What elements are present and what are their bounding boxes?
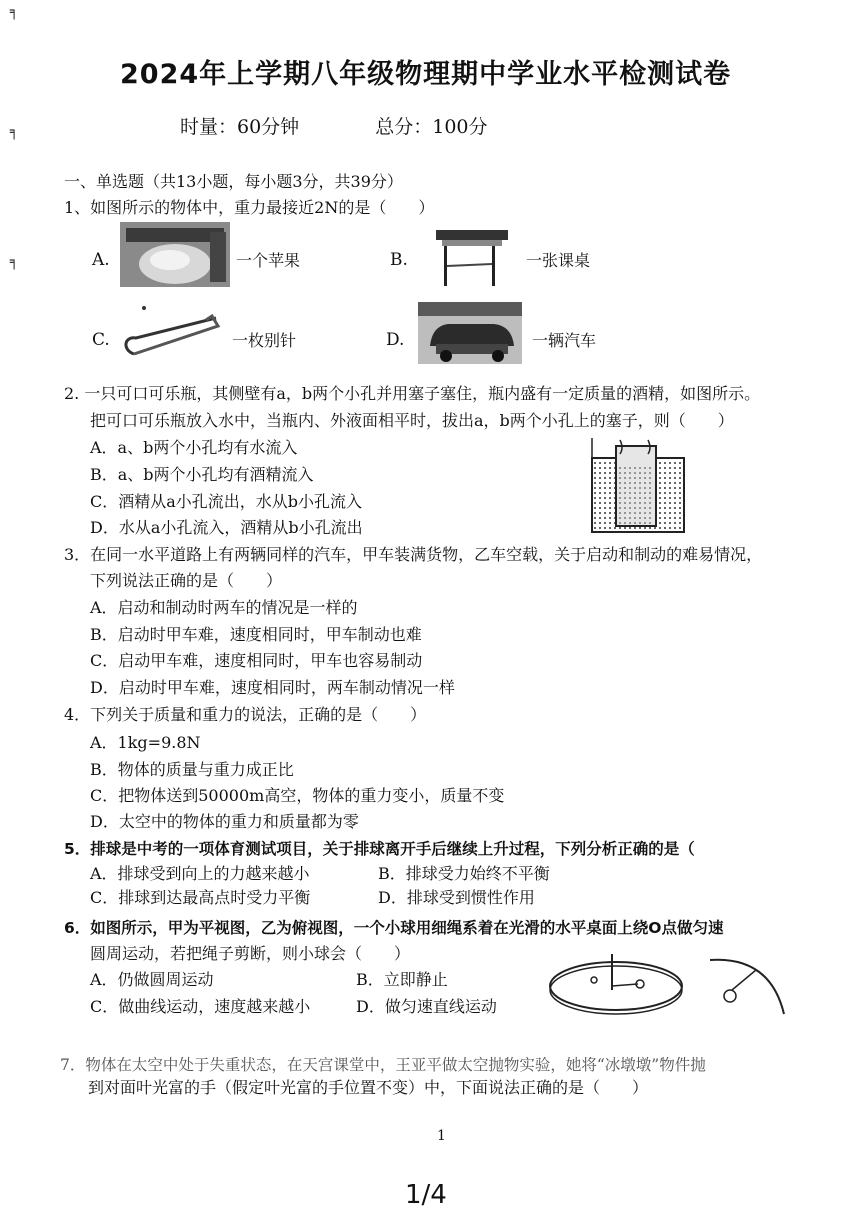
page-number: 1/4 — [405, 1180, 447, 1210]
question-4-stem: 4．下列关于质量和重力的说法，正确的是（ ） — [64, 705, 427, 724]
bottle-in-water-diagram — [588, 436, 688, 536]
question-2-option-c: C．酒精从a小孔流出，水从b小孔流入 — [90, 492, 363, 511]
q1-option-b-label: 一张课桌 — [526, 251, 591, 270]
question-2-option-a: A．a、b两个小孔均有水流入 — [90, 438, 298, 457]
question-2-stem-line-1: 2. 一只可口可乐瓶，其侧壁有a，b两个小孔并用塞子塞住，瓶内盛有一定质量的酒精，如图所示。 — [64, 384, 761, 403]
question-2-stem-line-2: 把可口可乐瓶放入水中，当瓶内、外液面相平时，拔出a，b两个小孔上的塞子，则（ ） — [90, 411, 734, 430]
question-5-option-a: A．排球受到向上的力越来越小 — [90, 864, 310, 883]
exam-time: 时量：60分钟 — [180, 116, 300, 138]
edge-mark: ╕ — [10, 4, 19, 20]
q1-option-a-letter: A. — [92, 250, 110, 270]
table-side-view-diagram — [548, 946, 688, 1018]
apple-picture — [120, 222, 230, 287]
question-3-option-c: C．启动甲车难，速度相同时，甲车也容易制动 — [90, 651, 423, 670]
question-3-stem-line-2: 下列说法正确的是（ ） — [90, 571, 283, 590]
question-6-option-b: B．立即静止 — [356, 970, 448, 989]
question-5-option-b: B．排球受力始终不平衡 — [378, 864, 550, 883]
desk-picture — [432, 226, 512, 290]
q1-option-d-label: 一辆汽车 — [532, 331, 597, 350]
question-2-option-b: B．a、b两个小孔均有酒精流入 — [90, 465, 314, 484]
question-5-stem: 5．排球是中考的一项体育测试项目，关于排球离开手后继续上升过程，下列分析正确的是（ — [64, 840, 695, 858]
question-5-option-d: D．排球受到惯性作用 — [378, 888, 535, 907]
question-3-stem-line-1: 3．在同一水平道路上有两辆同样的汽车，甲车装满货物，乙车空载，关于启动和制动的难易情况， — [64, 545, 763, 564]
q1-option-b-letter: B. — [390, 250, 408, 270]
edge-mark: ╕ — [10, 254, 19, 270]
question-6-option-d: D．做匀速直线运动 — [356, 997, 497, 1016]
question-1-stem: 1、如图所示的物体中，重力最接近2N的是（ ） — [64, 198, 435, 217]
question-3-option-a: A．启动和制动时两车的情况是一样的 — [90, 598, 358, 617]
q1-option-c-label: 一枚别针 — [232, 331, 297, 350]
exam-score: 总分：100分 — [375, 116, 488, 138]
q1-option-c-letter: C. — [92, 330, 110, 350]
top-view-diagram — [700, 950, 790, 1020]
question-6-stem-line-1: 6．如图所示，甲为平视图，乙为俯视图，一个小球用细绳系着在光滑的水平桌面上绕O点做匀速 — [64, 919, 724, 937]
q1-option-d-letter: D. — [386, 330, 405, 350]
question-4-option-b: B．物体的质量与重力成正比 — [90, 760, 294, 779]
question-2-option-d: D．水从a小孔流入，酒精从b小孔流出 — [90, 518, 363, 537]
safety-pin-picture — [120, 306, 230, 364]
question-7-stem-line-1: 7．物体在太空中处于失重状态，在天宫课堂中，王亚平做太空抛物实验，她将“冰墩墩”物件抛 — [60, 1056, 706, 1074]
question-3-option-d: D．启动时甲车难，速度相同时，两车制动情况一样 — [90, 678, 455, 697]
exam-title: 2024年上学期八年级物理期中学业水平检测试卷 — [120, 59, 732, 90]
question-3-option-b: B．启动时甲车难，速度相同时，甲车制动也难 — [90, 625, 422, 644]
question-6-stem-line-2: 圆周运动，若把绳子剪断，则小球会（ ） — [90, 944, 411, 963]
question-6-option-c: C．做曲线运动，速度越来越小 — [90, 997, 311, 1016]
car-picture — [418, 302, 522, 364]
question-4-option-d: D．太空中的物体的重力和质量都为零 — [90, 812, 359, 831]
question-5-option-c: C．排球到达最高点时受力平衡 — [90, 888, 311, 907]
footer-mark: 1 — [437, 1128, 446, 1144]
section-heading: 一、单选题（共13小题，每小题3分，共39分） — [64, 172, 403, 191]
question-7-stem-line-2: 到对面叶光富的手（假定叶光富的手位置不变）中，下面说法正确的是（ ） — [88, 1078, 649, 1097]
q1-option-a-label: 一个苹果 — [236, 251, 301, 270]
question-4-option-a: A．1kg=9.8N — [90, 733, 201, 752]
exam-info — [180, 112, 740, 139]
question-4-option-c: C．把物体送到50000m高空，物体的重力变小，质量不变 — [90, 786, 505, 805]
edge-mark: ╕ — [10, 124, 19, 140]
question-6-option-a: A．仍做圆周运动 — [90, 970, 214, 989]
